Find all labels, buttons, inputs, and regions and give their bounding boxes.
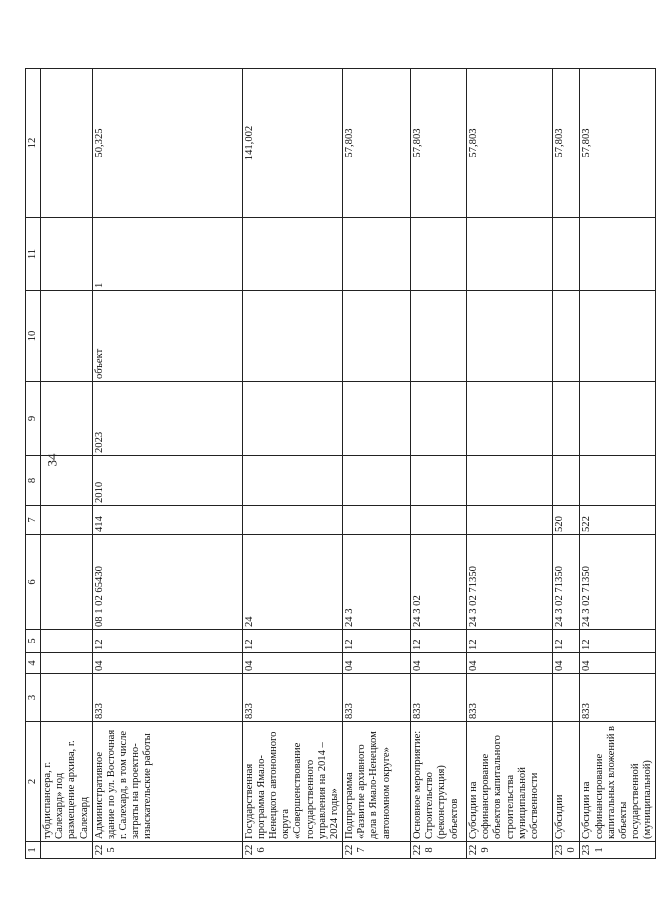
table-cell: Субсидии на софинансирование капитальных вложений в объекты государственной (муниципальной) xyxy=(580,722,656,842)
table-cell: Подпрограмма «Развитие архивного дела в Ямало-Ненецком автономном округе» xyxy=(343,722,411,842)
table-cell xyxy=(41,291,93,382)
table-cell xyxy=(411,218,467,291)
table-cell: 833 xyxy=(467,674,553,722)
table-cell xyxy=(343,218,411,291)
table-cell: 24 3 02 71350 xyxy=(580,535,656,630)
table-cell: 04 xyxy=(580,653,656,674)
table-cell: 833 xyxy=(411,674,467,722)
table-row xyxy=(41,69,93,859)
budget-table xyxy=(25,68,656,859)
table-cell: 141,002 xyxy=(242,69,342,218)
table-cell xyxy=(580,291,656,382)
table-cell: 24 3 02 71350 xyxy=(553,535,580,630)
table-cell xyxy=(411,291,467,382)
table-row xyxy=(242,69,342,859)
table-cell xyxy=(467,218,553,291)
table-row xyxy=(343,69,411,859)
table-cell: 1 xyxy=(92,218,242,291)
col-header: 7 xyxy=(26,506,41,535)
table-cell xyxy=(467,291,553,382)
table-cell: 833 xyxy=(92,674,242,722)
table-cell xyxy=(467,382,553,456)
table-cell: 04 xyxy=(92,653,242,674)
table-cell: тубдиспансера, г. Салехард» под размещение архива, г. Салехард xyxy=(41,722,93,842)
table-cell xyxy=(467,456,553,506)
table-cell: 24 3 02 xyxy=(411,535,467,630)
table-cell: 57,803 xyxy=(467,69,553,218)
table-cell xyxy=(41,506,93,535)
table-cell xyxy=(41,218,93,291)
table-cell xyxy=(242,382,342,456)
table-cell: 50,325 xyxy=(92,69,242,218)
page-number: 34 xyxy=(44,453,60,467)
table-cell: 228 xyxy=(411,842,467,859)
table-cell: 833 xyxy=(343,674,411,722)
table-cell: 522 xyxy=(580,506,656,535)
table-cell: 04 xyxy=(242,653,342,674)
table-cell: 12 xyxy=(343,630,411,653)
table-cell xyxy=(41,630,93,653)
table-cell xyxy=(553,674,580,722)
table-cell: 225 xyxy=(92,842,242,859)
table-cell: 04 xyxy=(467,653,553,674)
table-cell: 229 xyxy=(467,842,553,859)
table-cell xyxy=(41,535,93,630)
table-cell xyxy=(242,291,342,382)
table-cell: 833 xyxy=(580,674,656,722)
table-cell: 57,803 xyxy=(580,69,656,218)
table-cell xyxy=(553,382,580,456)
table-cell xyxy=(553,291,580,382)
col-header: 5 xyxy=(26,630,41,653)
table-row xyxy=(411,69,467,859)
table-cell xyxy=(343,382,411,456)
table-cell: 12 xyxy=(242,630,342,653)
table-cell: Государственная программа Ямало-Ненецкого автономного округа «Совершенствование государственного управления на 2014 – 2024 годы» xyxy=(242,722,342,842)
table-cell: 24 3 02 71350 xyxy=(467,535,553,630)
table-cell xyxy=(343,506,411,535)
table-cell: 2023 xyxy=(92,382,242,456)
table-cell: Субсидии на софинансирование объектов капитального строительства муниципальной собственности xyxy=(467,722,553,842)
table-cell xyxy=(580,456,656,506)
table-cell: 24 xyxy=(242,535,342,630)
table-cell xyxy=(41,453,93,506)
table-cell: 12 xyxy=(92,630,242,653)
col-header: 3 xyxy=(26,674,41,722)
table-cell xyxy=(41,653,93,674)
table-cell xyxy=(343,291,411,382)
table-cell: 57,803 xyxy=(553,69,580,218)
table-cell: 414 xyxy=(92,506,242,535)
col-header: 12 xyxy=(26,69,41,218)
table-row xyxy=(92,69,242,859)
table-cell: 04 xyxy=(411,653,467,674)
table-cell: объект xyxy=(92,291,242,382)
table-cell: 231 xyxy=(580,842,656,859)
table-cell xyxy=(41,842,93,859)
table-cell xyxy=(41,69,93,218)
table-row xyxy=(580,69,656,859)
table-cell xyxy=(467,506,553,535)
rotated-table-wrapper xyxy=(25,69,654,859)
table-body xyxy=(41,69,656,859)
table-cell xyxy=(580,382,656,456)
table-cell: Субсидии xyxy=(553,722,580,842)
table-row xyxy=(467,69,553,859)
table-cell: 833 xyxy=(242,674,342,722)
table-cell: 520 xyxy=(553,506,580,535)
table-cell: 227 xyxy=(343,842,411,859)
table-cell xyxy=(242,456,342,506)
table-cell: 12 xyxy=(411,630,467,653)
table-cell: 08 1 02 65430 xyxy=(92,535,242,630)
table-cell xyxy=(343,456,411,506)
header-row xyxy=(26,69,41,859)
table-cell xyxy=(41,382,93,456)
col-header: 10 xyxy=(26,291,41,382)
table-cell: 2010 xyxy=(92,456,242,506)
col-header: 8 xyxy=(26,456,41,506)
col-header: 6 xyxy=(26,535,41,630)
table-cell: 57,803 xyxy=(343,69,411,218)
table-cell: 04 xyxy=(343,653,411,674)
table-cell xyxy=(242,506,342,535)
table-cell xyxy=(41,674,93,722)
table-cell: 57,803 xyxy=(411,69,467,218)
table-cell xyxy=(580,218,656,291)
table-cell xyxy=(411,506,467,535)
table-cell: Административное здание по ул. Восточная г. Салехард, в том числе затраты на проектно-изыскательские работы xyxy=(92,722,242,842)
table-cell: 24 3 xyxy=(343,535,411,630)
table-cell xyxy=(553,218,580,291)
table-row xyxy=(553,69,580,859)
col-header: 4 xyxy=(26,653,41,674)
table-cell: Основное мероприятие: Строительство (реконструкция) объектов xyxy=(411,722,467,842)
table-cell: 12 xyxy=(580,630,656,653)
col-header: 1 xyxy=(26,842,41,859)
table-cell: 04 xyxy=(553,653,580,674)
table-cell xyxy=(411,382,467,456)
col-header: 9 xyxy=(26,382,41,456)
table-cell: 12 xyxy=(553,630,580,653)
col-header: 2 xyxy=(26,722,41,842)
table-cell: 230 xyxy=(553,842,580,859)
table-cell: 226 xyxy=(242,842,342,859)
table-cell xyxy=(242,218,342,291)
table-cell xyxy=(553,456,580,506)
table-cell xyxy=(411,456,467,506)
table-cell: 12 xyxy=(467,630,553,653)
col-header: 11 xyxy=(26,218,41,291)
